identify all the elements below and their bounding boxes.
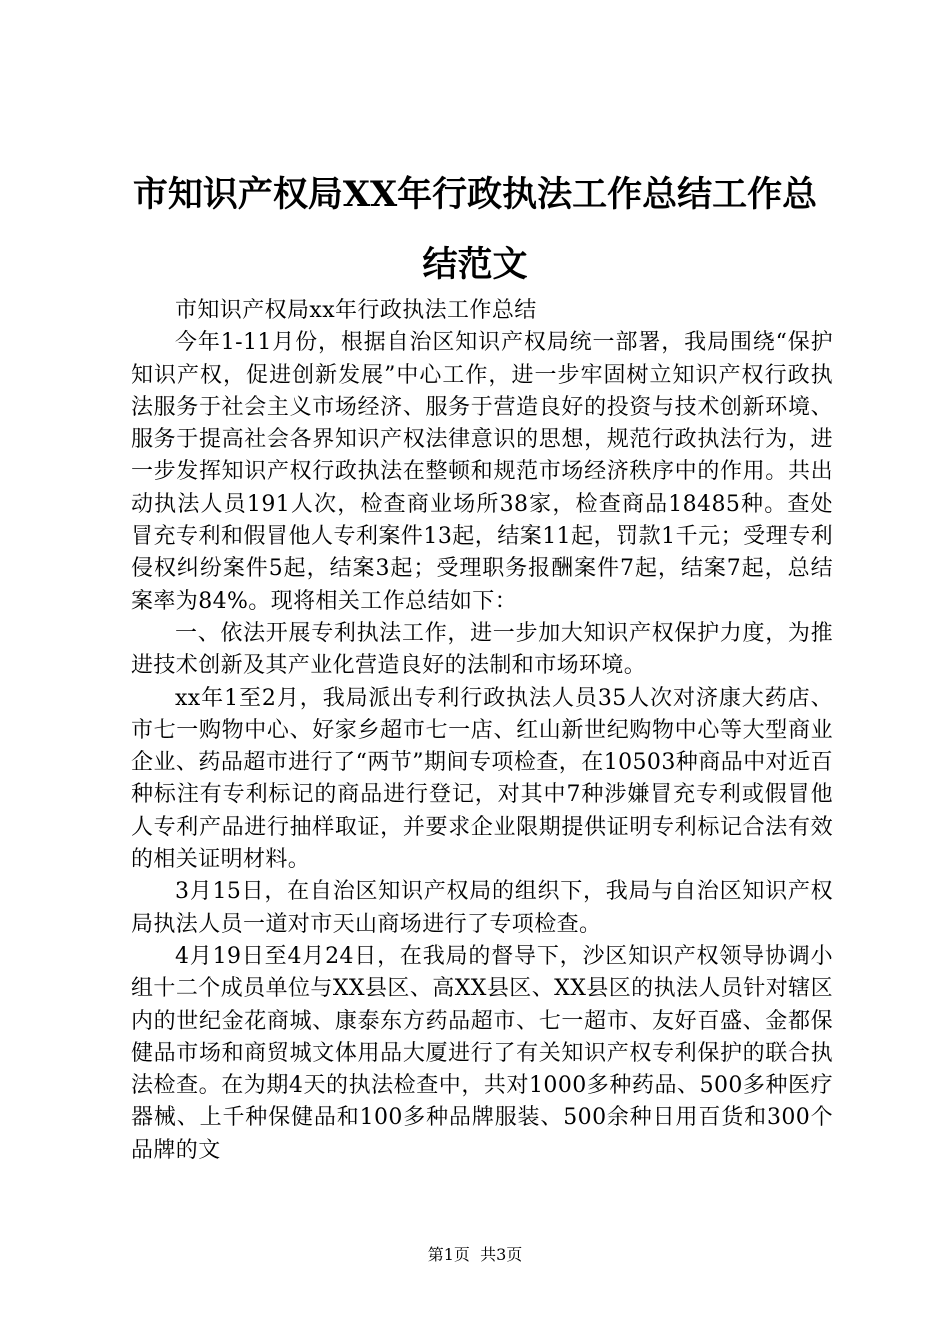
document-body: [131, 295, 833, 1167]
paragraph-march-inspection: 3月15日，在自治区知识产权局的组织下，我局与自治区知识产权局执法人员一道对市天山商场进行了专项检查。: [131, 879, 833, 937]
page-footer: [0, 1245, 950, 1265]
page-number-label: 第1页 共3页: [427, 1245, 523, 1264]
paragraph-summary: 今年1-11月份，根据自治区知识产权局统一部署，我局围绕“保护知识产权，促进创新发展”中心工作，进一步牢固树立知识产权行政执法服务于社会主义市场经济、服务于营造良好的投资与技术创新环境、服务于提高社会各界知识产权法律意识的思想，规范行政执法行为，进一步发挥知识产权行政执法在整顿和规范市场经济秩序中的作用。共出动执法人员191人次，检查商业场所38家，检查商品18485种。查处冒充专利和假冒他人专利案件13起，结案11起，罚款1千元；受理专利侵权纠纷案件5起，结案3起；受理职务报酬案件7起，结案7起，总结案率为84%。现将相关工作总结如下：: [131, 330, 833, 614]
document-title: 市知识产权局XX年行政执法工作总结工作总结范文: [132, 174, 818, 285]
paragraph-april-joint-inspection: 4月19日至4月24日，在我局的督导下，沙区知识产权领导协调小组十二个成员单位与XX县区、高XX县区、XX县区的执法人员针对辖区内的世纪金花商城、康泰东方药品超市、七一超市、友好百盛、金都保健品市场和商贸城文体用品大厦进行了有关知识产权专利保护的联合执法检查。在为期4天的执法检查中，共对1000多种药品、500多种医疗器械、上千种保健品和100多种品牌服装、500余种日用百货和300个品牌的文: [131, 943, 833, 1163]
paragraph-section-heading: 一、依法开展专利执法工作，进一步加大知识产权保护力度，为推进技术创新及其产业化营造良好的法制和市场环境。: [131, 620, 833, 679]
paragraph-jan-feb-inspection: xx年1至2月，我局派出专利行政执法人员35人次对济康大药店、市七一购物中心、好家乡超市七一店、红山新世纪购物中心等大型商业企业、药品超市进行了“两节”期间专项检查，在10503种商品中对近百种标注有专利标记的商品进行登记，对其中7种涉嫌冒充专利或假冒他人专利产品进行抽样取证，并要求企业限期提供证明专利标记合法有效的相关证明材料。: [131, 685, 833, 873]
paragraph-subtitle: 市知识产权局xx年行政执法工作总结: [175, 298, 537, 323]
